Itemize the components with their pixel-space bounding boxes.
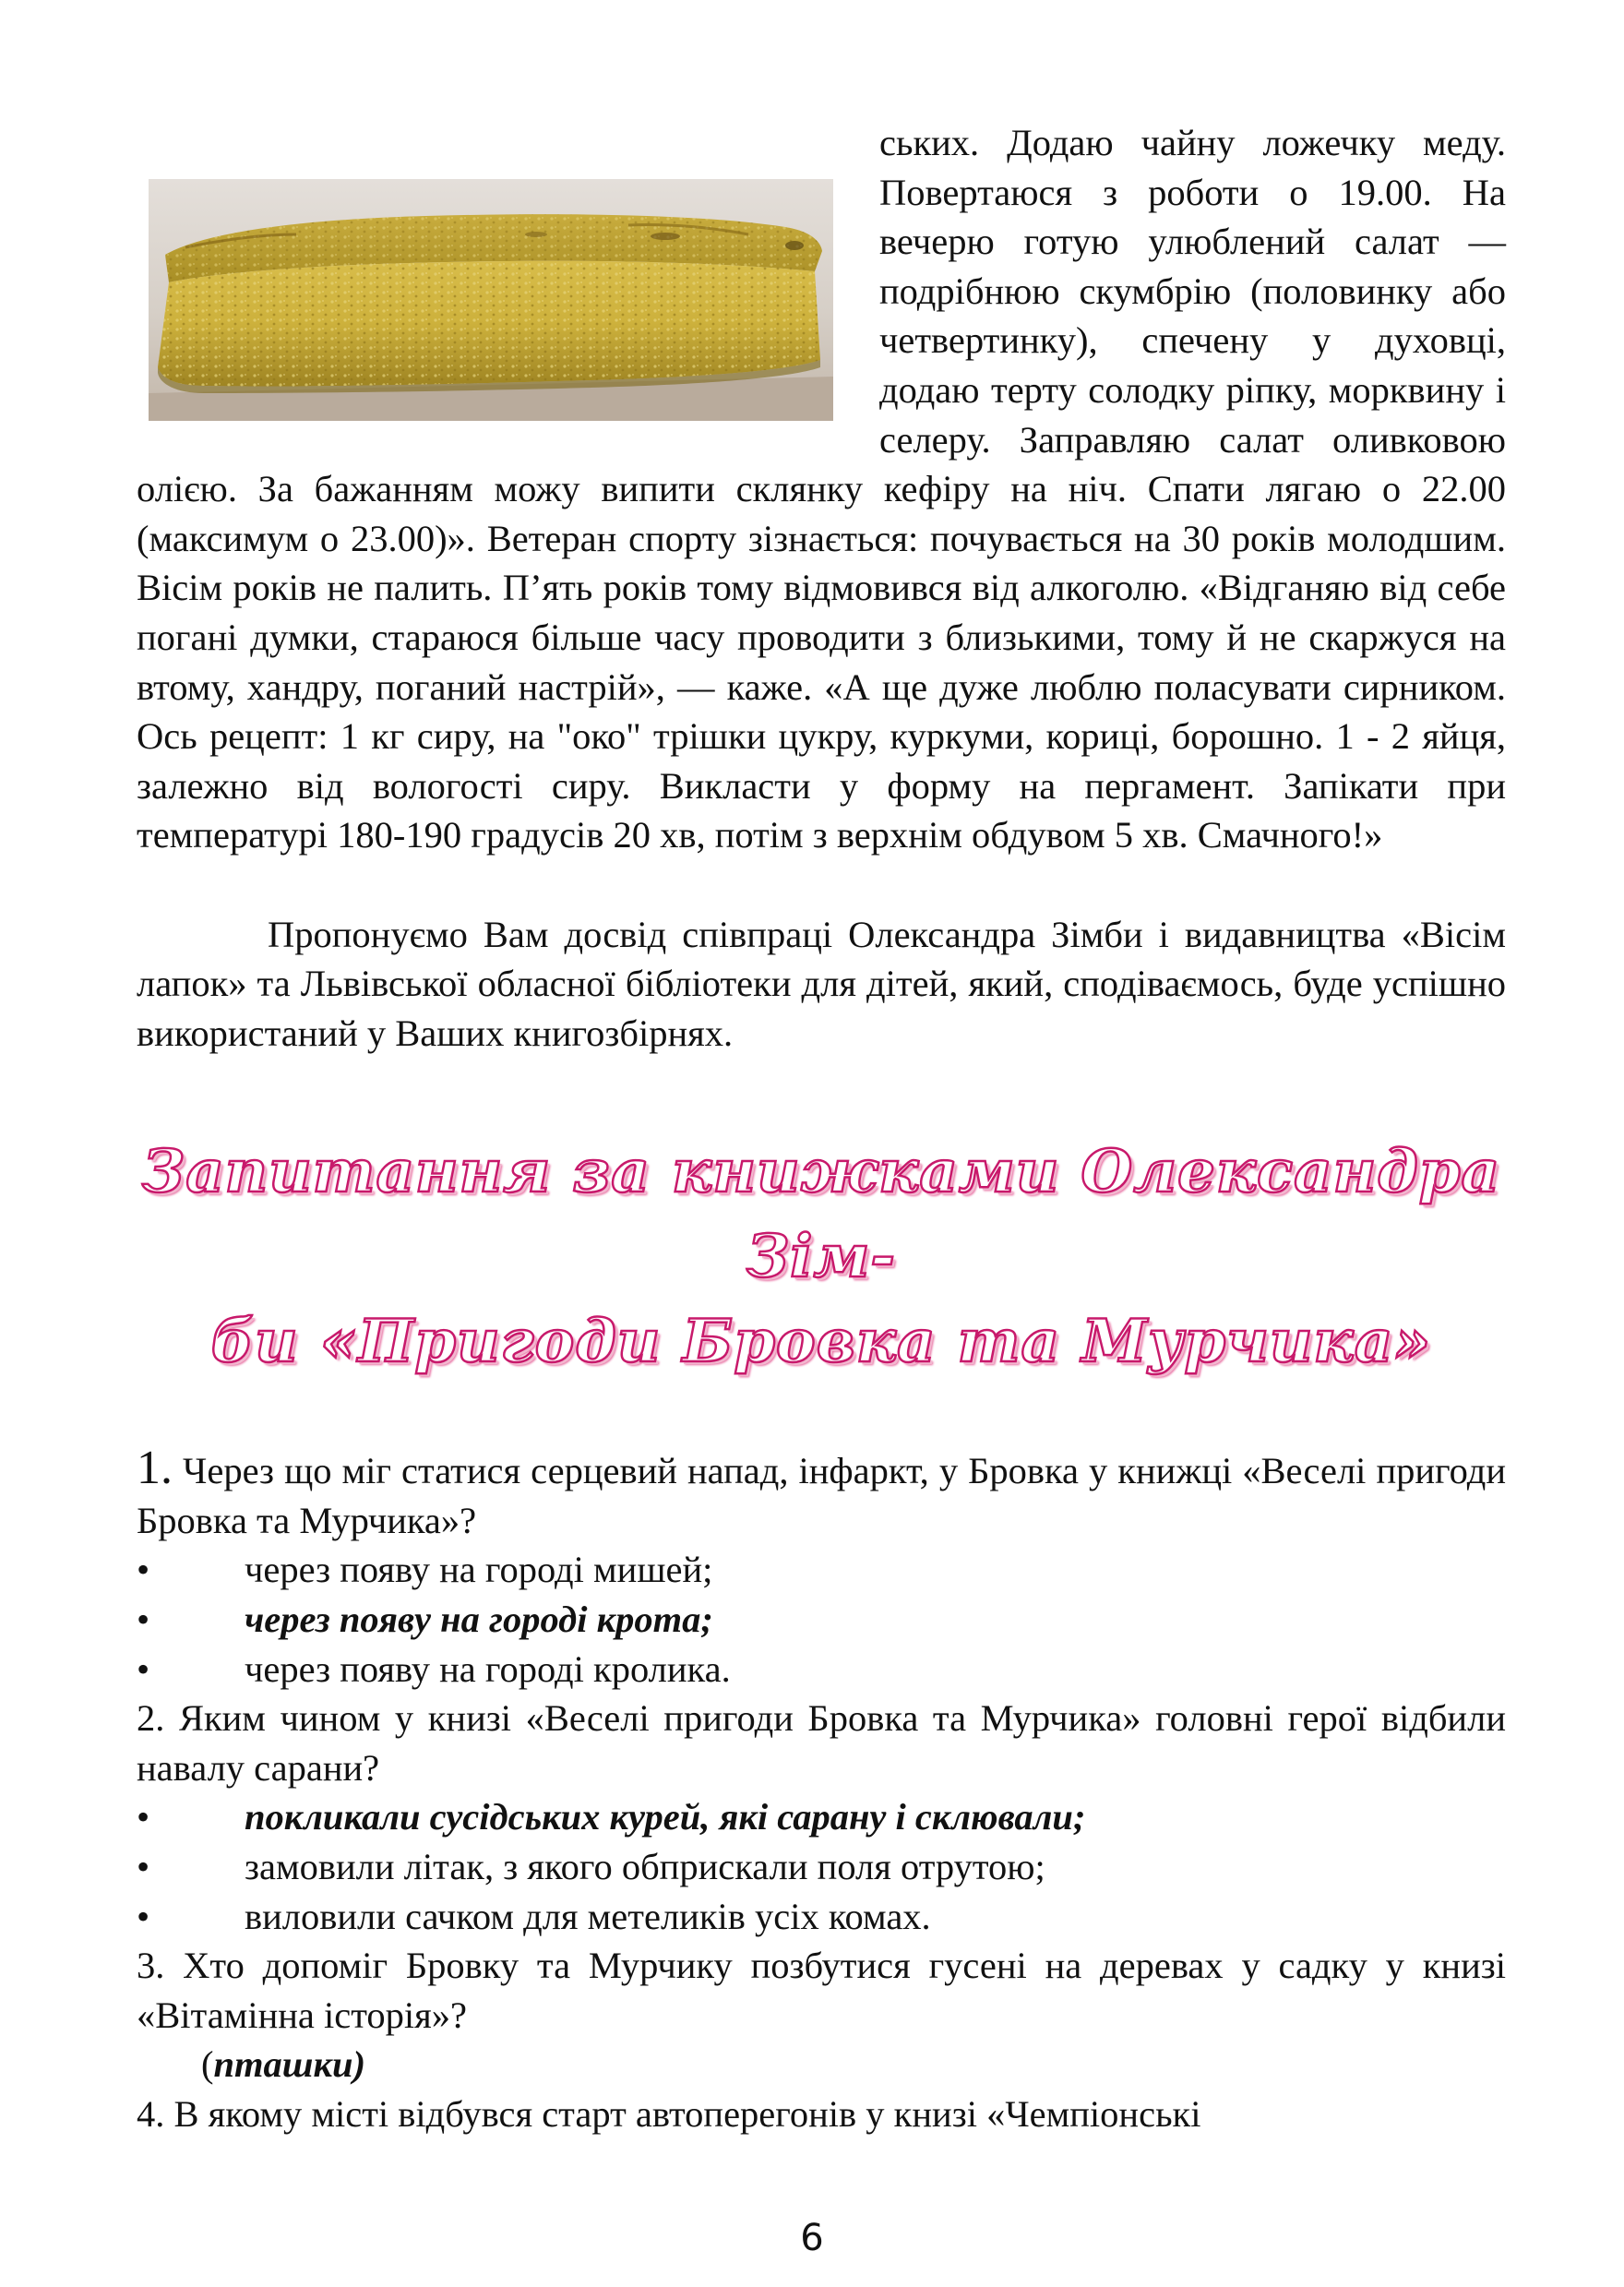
intro-paragraph — [137, 118, 1506, 860]
page-number: 6 — [800, 2217, 824, 2259]
question-2-option-correct: • покликали сусідських курей, які сарану і склювали; — [137, 1792, 1506, 1842]
bullet-icon: • — [137, 1846, 150, 1888]
question-3-answer: (пташки) — [201, 2043, 366, 2086]
question-1 — [137, 1443, 1506, 1545]
question-2: 2. Яким чином у книзі «Веселі пригоди Бровка та Мурчика» головні герої відбили навалу сарани? — [137, 1697, 1506, 1789]
quiz-questions — [137, 1443, 1506, 2138]
question-1-option: • через появу на городі кролика. — [137, 1645, 1506, 1694]
question-1-option: • через появу на городі мишей; — [137, 1545, 1506, 1595]
intro-paragraph-text: ських. Додаю чайну ложечку меду. Повертаюся з роботи о 19.00. На вечерю готую улюблений салат — подрібнюю скумбрію (половинку або четвертинку), спечену у духовці, додаю терту солодку ріпку, морквину і селеру. Заправляю салат оливковою олією. За бажанням можу випити склянку кефіру на ніч. Спати лягаю о 22.00 (максимум о 23.00)». Ветеран спорту зізнається: почувається на 30 років молодшим. Вісім років не палить. П’ять років тому відмовився від алкоголю. «Відганяю від себе погані думки, стараюся більше часу проводити з близькими, тому й не скаржуся на втому, хандру, поганий настрій», — каже. «А ще дуже люблю поласувати сирником. Ось рецепт: 1 кг сиру, на "око" трішки цукру, куркуми, кориці, борошно. 1 - 2 яйця, залежно від вологості сиру. Викласти у форму на пергамент. Запікати при температурі 180-190 градусів 20 хв, потім з верхнім обдувом 5 хв. Смачного!» — [137, 122, 1506, 856]
question-1-number: 1. — [137, 1442, 173, 1495]
question-1-option-correct: • через появу на городі крота; — [137, 1595, 1506, 1645]
bullet-icon: • — [137, 1549, 150, 1591]
question-4: 4. В якому місті відбувся старт автоперегонів у книзі «Чемпіонські — [137, 2093, 1201, 2135]
question-1-options — [137, 1545, 1506, 1694]
quiz-title-line-1: Запитання за книжками Олександра Зім- — [142, 1137, 1500, 1292]
question-3: 3. Хто допоміг Бровку та Мурчику позбутися гусені на деревах у садку у книзі «Вітамінна історія»? — [137, 1945, 1506, 2036]
bullet-icon: • — [137, 1796, 150, 1838]
cooperation-paragraph: Пропонуємо Вам досвід співпраці Олександра Зімби і видавництва «Вісім лапок» та Львівської обласної бібліотеки для дітей, який, сподіваємось, буде успішно використаний у Ваших книгозбірнях. — [137, 913, 1506, 1054]
question-2-option: • замовили літак, з якого обприскали поля отрутою; — [137, 1842, 1506, 1892]
bullet-icon: • — [137, 1599, 150, 1641]
quiz-title-line-2: би «Пригоди Бровка та Мурчика» — [210, 1307, 1432, 1377]
cheesecake-image — [149, 179, 833, 421]
bullet-icon: • — [137, 1647, 150, 1690]
question-1-text: Через що міг статися серцевий напад, інфаркт, у Бровка у книжці «Веселі пригоди Бровка та Мурчика»? — [137, 1450, 1507, 1541]
bullet-icon: • — [137, 1895, 150, 1937]
quiz-title — [137, 1130, 1506, 1384]
question-2-options — [137, 1792, 1506, 1941]
cheesecake-photo — [149, 179, 833, 421]
document-page — [137, 118, 1506, 2139]
question-2-option: • виловили сачком для метеликів усіх комах. — [137, 1892, 1506, 1942]
